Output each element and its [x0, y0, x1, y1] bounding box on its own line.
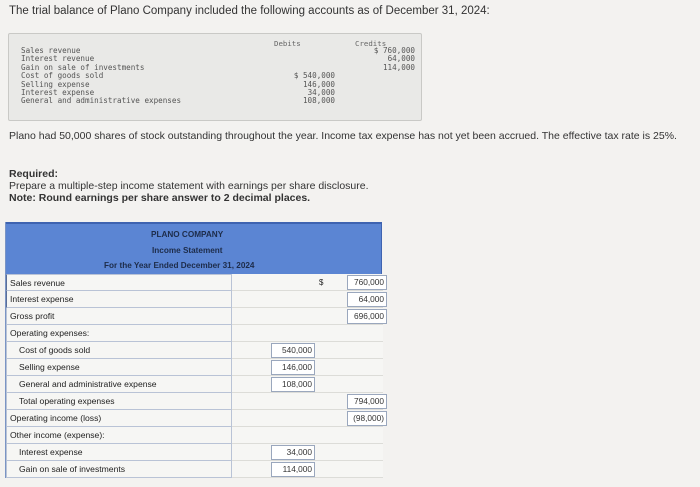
required-note: Note: Round earnings per share answer to 2 decimal places.: [9, 192, 311, 204]
statement-label-dropdown[interactable]: Other income (expense):: [6, 427, 232, 444]
income-statement: [5, 222, 382, 478]
problem-intro: The trial balance of Plano Company included the following accounts as of December 31, 2024:: [9, 5, 490, 17]
statement-row: [6, 410, 382, 427]
tb-credit: $ 760,000: [373, 46, 415, 55]
amount-input[interactable]: 794,000: [347, 394, 387, 409]
tb-row: [21, 97, 415, 105]
statement-name: Income Statement: [152, 246, 223, 255]
amount-input[interactable]: (98,000): [347, 411, 387, 426]
tb-account: Gain on sale of investments: [21, 62, 145, 72]
statement-row: [6, 325, 382, 342]
statement-row: [6, 427, 382, 444]
debits-header: Debits: [274, 39, 301, 48]
required-text: Prepare a multiple-step income statement with earnings per share disclosure.: [9, 180, 369, 192]
amount-input[interactable]: 696,000: [347, 309, 387, 324]
statement-label-dropdown[interactable]: Gross profit: [6, 308, 232, 325]
credits-header: Credits: [355, 39, 387, 48]
statement-header: [6, 222, 382, 274]
statement-label: Total operating expenses: [6, 393, 232, 410]
tb-debit: 34,000: [307, 87, 335, 97]
tb-credit: 64,000: [387, 54, 415, 64]
tb-account: Cost of goods sold: [21, 71, 104, 81]
tb-account: Selling expense: [21, 79, 90, 89]
statement-row: [6, 359, 382, 376]
statement-label-dropdown[interactable]: Interest expense: [6, 291, 232, 308]
trial-balance-table: [8, 33, 422, 121]
amount-input[interactable]: 114,000: [271, 462, 315, 477]
tb-account: Sales revenue: [21, 46, 81, 55]
statement-label-dropdown[interactable]: Cost of goods sold: [6, 342, 232, 359]
statement-row: [6, 308, 382, 325]
tb-account: Interest revenue: [21, 54, 95, 64]
statement-period: For the Year Ended December 31, 2024: [104, 261, 255, 270]
tb-account: General and administrative expenses: [21, 96, 182, 106]
statement-row: [6, 393, 382, 410]
problem-paragraph: Plano had 50,000 shares of stock outstanding throughout the year. Income tax expense has not yet been accrued. The effective tax rate is 25%.: [9, 130, 677, 142]
amount-input[interactable]: 34,000: [271, 445, 315, 460]
statement-label: Operating income (loss): [6, 410, 232, 427]
amount-input[interactable]: 146,000: [271, 360, 315, 375]
statement-label-dropdown[interactable]: Operating expenses:: [6, 325, 232, 342]
statement-row: [6, 444, 382, 461]
statement-label-dropdown[interactable]: Sales revenue: [6, 274, 232, 291]
statement-row: [6, 274, 382, 291]
tb-debit: 146,000: [302, 79, 335, 89]
statement-label-dropdown[interactable]: Interest expense: [6, 444, 232, 461]
amount-input[interactable]: 760,000: [347, 275, 387, 290]
amount-input[interactable]: 108,000: [271, 377, 315, 392]
tb-debit: $ 540,000: [293, 71, 335, 81]
statement-row: [6, 461, 382, 478]
statement-row: [6, 291, 382, 308]
amount-input[interactable]: 540,000: [271, 343, 315, 358]
dollar-sign: $: [319, 278, 324, 287]
tb-account: Interest expense: [21, 87, 95, 97]
amount-input[interactable]: 64,000: [347, 292, 387, 307]
statement-company: PLANO COMPANY: [151, 230, 224, 239]
required-section: [9, 168, 609, 204]
statement-label-dropdown[interactable]: Gain on sale of investments: [6, 461, 232, 478]
tb-debit: 108,000: [302, 96, 335, 106]
statement-row: [6, 376, 382, 393]
required-title: Required:: [9, 168, 59, 180]
statement-row: [6, 342, 382, 359]
statement-label-dropdown[interactable]: General and administrative expense: [6, 376, 232, 393]
tb-credit: 114,000: [382, 62, 415, 72]
statement-label-dropdown[interactable]: Selling expense: [6, 359, 232, 376]
